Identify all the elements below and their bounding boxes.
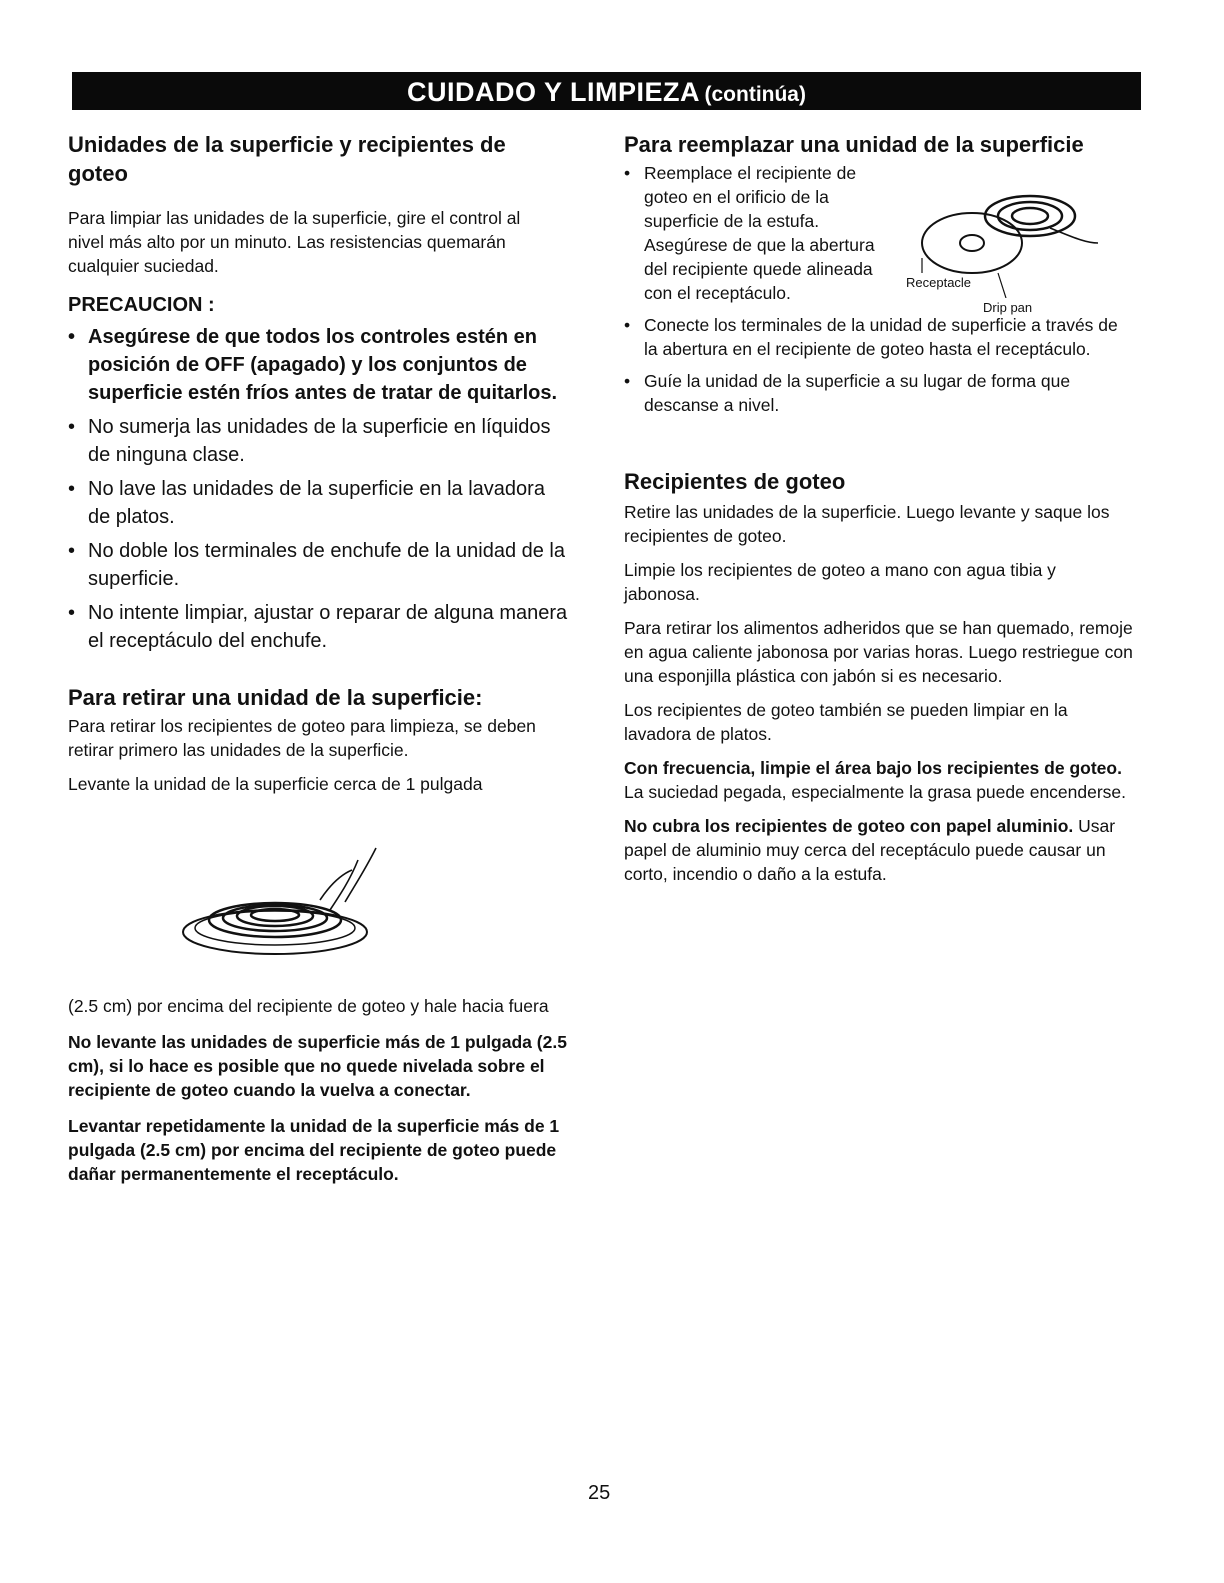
heading-replace-unit: Para reemplazar una unidad de la superficie <box>624 132 1084 157</box>
paragraph-cleaning: Para limpiar las unidades de la superficie, gire el control al nivel más alto por un minuto. Las resistencias quemarán cualquier suciedad. <box>68 208 521 276</box>
label-receptacle: Receptacle <box>906 275 972 290</box>
paragraph-lift: Levante la unidad de la superficie cerca de 1 pulgada <box>68 774 483 794</box>
paragraph-soak-pans: Para retirar los alimentos adheridos que se han quemado, remoje en agua caliente jabonosa por varias horas. Luego restriegue con una esponjilla plástica con jabón si es necesario. <box>624 618 1133 686</box>
caution-item: • No intente limpiar, ajustar o reparar de alguna manera el receptáculo del enchufe. <box>68 602 568 652</box>
caution-list <box>68 323 568 655</box>
paragraph-dishwasher: Los recipientes de goteo también se pueden limpiar en la lavadora de platos. <box>624 700 1068 744</box>
paragraph-remove-first: Para retirar los recipientes de goteo para limpieza, se deben retirar primero las unidades de la superficie. <box>68 716 536 760</box>
banner-title: CUIDADO Y LIMPIEZA <box>407 77 701 107</box>
section-banner <box>72 72 1141 110</box>
left-lower <box>68 994 568 1186</box>
page-number: 25 <box>588 1482 611 1504</box>
warning-lift-height: No levante las unidades de superficie más de 1 pulgada (2.5 cm), si lo hace es posible que no quede nivelada sobre el recipiente de goteo cuando la vuelva a conectar. <box>68 1032 567 1100</box>
warning-repeated-lift: Levantar repetidamente la unidad de la superficie más de 1 pulgada (2.5 cm) por encima del recipiente de goteo puede dañar permanentemente el receptáculo. <box>68 1116 560 1184</box>
replace-step: • Guíe la unidad de la superficie a su lugar de forma que descanse a nivel. <box>624 371 1071 415</box>
paragraph-wash-pans: Limpie los recipientes de goteo a mano con agua tibia y jabonosa. <box>624 560 1056 604</box>
caution-item: • Asegúrese de que todos los controles estén en posición de OFF (apagado) y los conjuntos de superficie estén fríos antes de tratar de quitarlos. <box>68 326 558 404</box>
paragraph-pull-out: (2.5 cm) por encima del recipiente de goteo y hale hacia fuera <box>68 996 549 1016</box>
heading-surface-units: Unidades de la superficie y recipientes de goteo <box>68 132 506 186</box>
banner-suffix: (continúa) <box>704 83 806 106</box>
caution-title: PRECAUCION : <box>68 294 215 316</box>
heading-drip-pans: Recipientes de goteo <box>624 469 846 494</box>
caution-item: • No doble los terminales de enchufe de la unidad de la superficie. <box>68 540 565 590</box>
replace-step: • Conecte los terminales de la unidad de superficie a través de la abertura en el recipiente de goteo hasta el receptáculo. <box>624 315 1118 359</box>
heading-remove-unit: Para retirar una unidad de la superficie: <box>68 685 483 710</box>
caution-item: • No lave las unidades de la superficie en la lavadora de platos. <box>68 478 545 528</box>
label-drip-pan: Drip pan <box>983 300 1033 315</box>
replace-step: • Reemplace el recipiente de goteo en el orificio de la superficie de la estufa. Asegúrese de que la abertura del recipiente quede alineada con el receptáculo. <box>624 163 875 303</box>
paragraph-remove-pans: Retire las unidades de la superficie. Luego levante y saque los recipientes de goteo. <box>624 502 1110 546</box>
paragraph-clean-under: Con frecuencia, limpie el área bajo los recipientes de goteo. La suciedad pegada, especialmente la grasa puede encenderse. <box>624 758 1127 802</box>
left-column <box>68 130 568 796</box>
lift-unit-illustration <box>180 840 380 960</box>
caution-item: • No sumerja las unidades de la superficie en líquidos de ninguna clase. <box>68 416 551 466</box>
paragraph-no-foil: No cubra los recipientes de goteo con papel aluminio. Usar papel de aluminio muy cerca del receptáculo puede causar un corto, incendio o daño a la estufa. <box>624 816 1116 884</box>
